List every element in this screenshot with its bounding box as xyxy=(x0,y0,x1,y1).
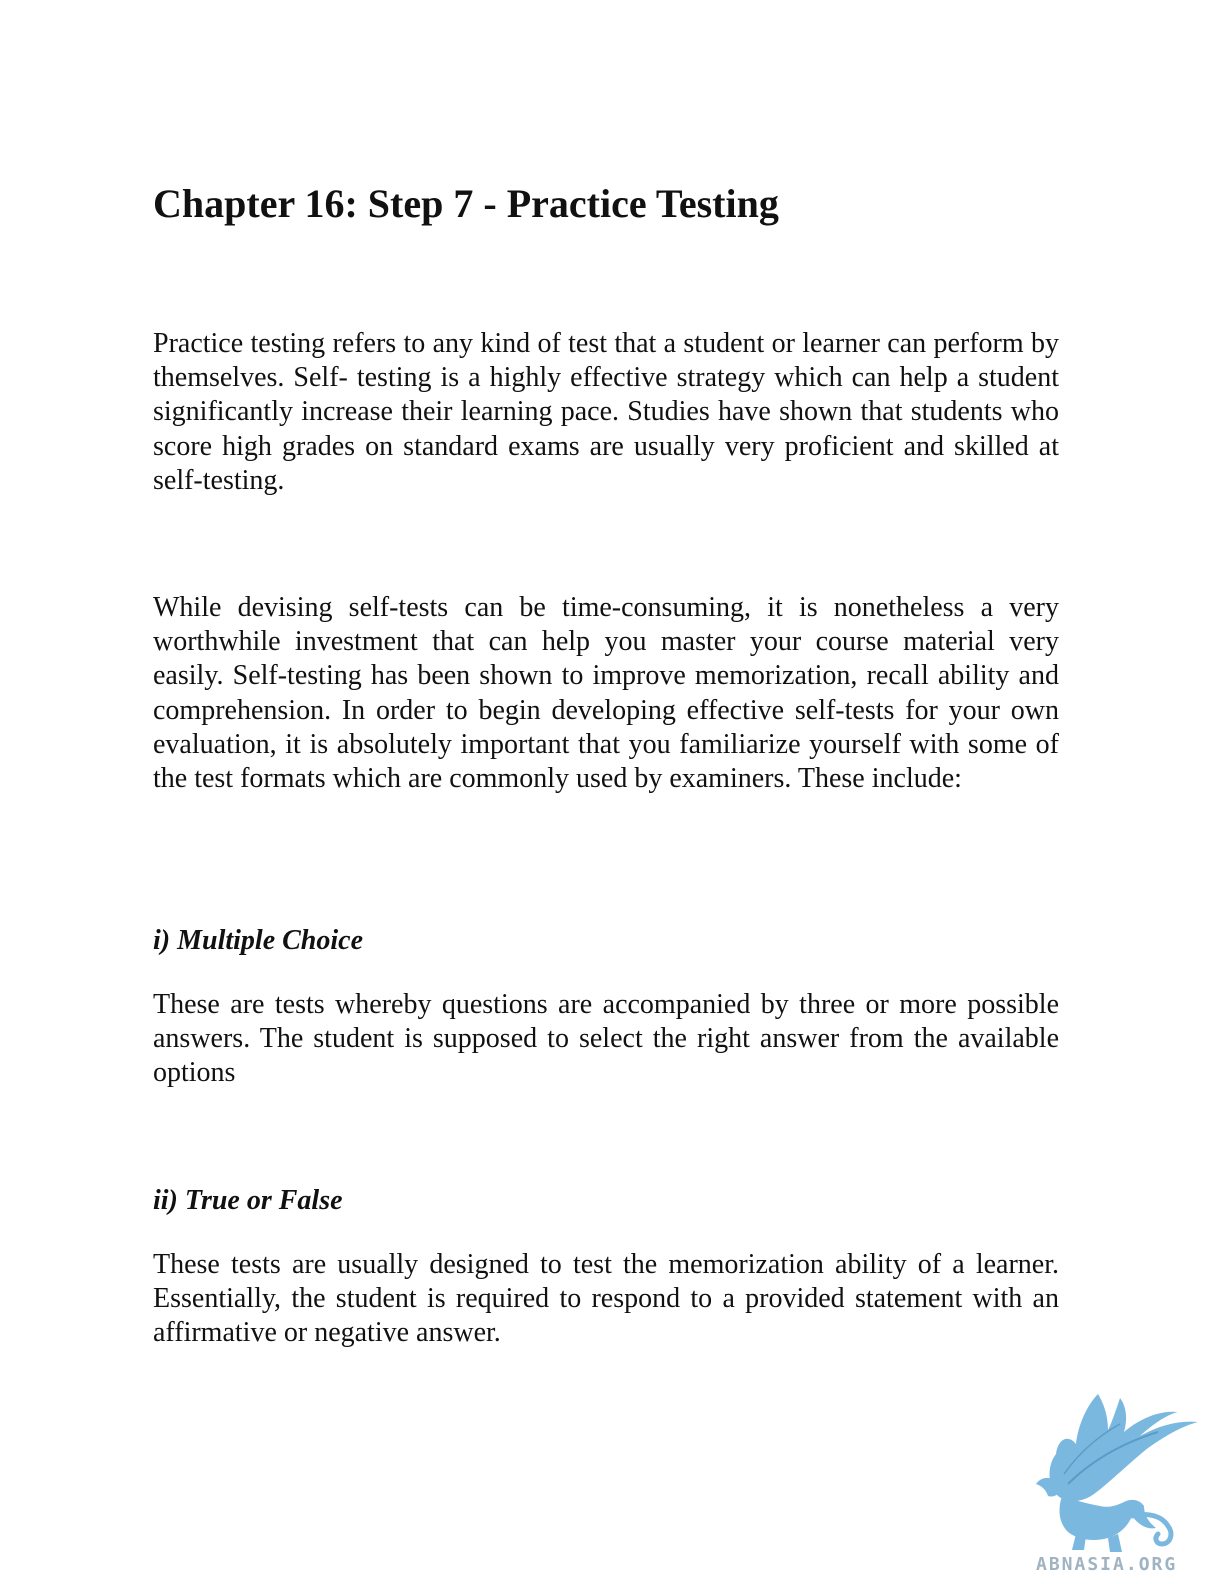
griffin-body xyxy=(1060,1496,1156,1540)
chapter-title: Chapter 16: Step 7 - Practice Testing xyxy=(153,181,779,226)
section-heading-true-false: ii) True or False xyxy=(153,1185,343,1216)
griffin-wing xyxy=(1050,1394,1199,1501)
formats-paragraph: While devising self-tests can be time-consuming, it is nonetheless a very worthwhile investment that can help you master your course material very easily. Self-testing has been shown to improve memorization, recall ability and comprehension. In order to begin developing effective self-tests for your own evaluation, it is absolutely important that you familiarize yourself with some of the test formats which are commonly used by examiners. These include: xyxy=(153,592,1059,795)
griffin-icon xyxy=(1028,1384,1210,1554)
section-body-true-false: These tests are usually designed to test the memorization ability of a learner. Essentially, the student is required to respond to a provided statement with an affirmative or negative answer. xyxy=(153,1249,1059,1349)
watermark-text: ABNASIA.ORG xyxy=(1036,1554,1178,1575)
intro-paragraph: Practice testing refers to any kind of test that a student or learner can perform by themselves. Self- testing is a highly effective strategy which can help a student significantly increase their learning pace. Studies have shown that students who score high grades on standard exams are usually very proficient and skilled at self-testing. xyxy=(153,328,1059,496)
section-body-multiple-choice: These are tests whereby questions are accompanied by three or more possible answers. The student is supposed to select the right answer from the available options xyxy=(153,989,1059,1089)
section-heading-multiple-choice: i) Multiple Choice xyxy=(153,925,363,956)
